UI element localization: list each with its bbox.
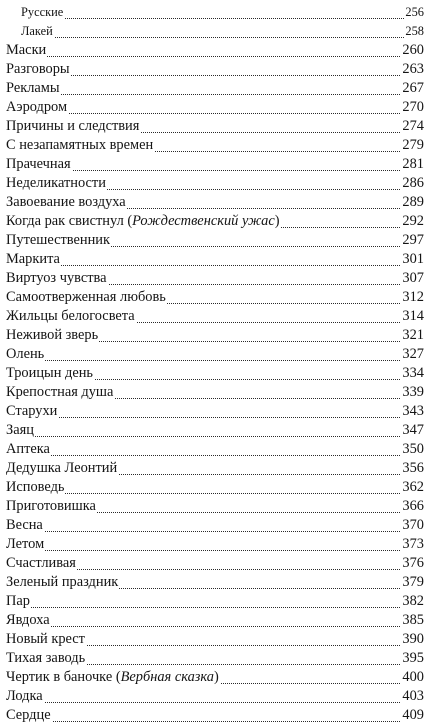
toc-page-number: 301 [402, 251, 424, 267]
toc-entry-title-text: Весна [6, 517, 43, 533]
dot-leader [6, 531, 424, 532]
dot-leader [6, 455, 424, 456]
dot-leader [6, 436, 424, 437]
toc-entry [6, 231, 424, 250]
toc-page-number: 395 [402, 650, 424, 666]
toc-entry-title-text: Путешественник [6, 232, 110, 248]
dot-leader [6, 626, 424, 627]
toc-entry-title [6, 41, 47, 60]
toc-entry-title [6, 402, 58, 421]
toc-entry-title [6, 288, 167, 307]
toc-entry-title [6, 155, 72, 174]
toc-entry-title-text: Тихая заводь [6, 650, 86, 666]
toc-entry [6, 687, 424, 706]
toc-page-number: 362 [402, 479, 424, 495]
toc-entry-title-text: Зеленый праздник [6, 574, 119, 590]
toc-entry-title-text: Завоевание воздуха [6, 194, 126, 210]
toc-entry-title [6, 478, 65, 497]
toc-page-number: 379 [402, 574, 424, 590]
toc-entry-title-text: Причины и следствия [6, 118, 140, 134]
toc-page-number: 385 [402, 612, 424, 628]
toc-entry-title-text: Неделикатности [6, 175, 106, 191]
toc-page-number: 334 [402, 365, 424, 381]
toc-entry-title-text: Рекламы [6, 80, 60, 96]
toc-entry-title [6, 22, 54, 41]
toc-entry-title-text: Прачечная [6, 156, 71, 172]
toc-entry [6, 554, 424, 573]
toc-entry-subtitle: Рождественский ужас [132, 213, 275, 229]
toc-page-number: 289 [402, 194, 424, 210]
toc-entry-title [6, 174, 107, 193]
toc-entry-title-text: Троицын день [6, 365, 93, 381]
toc-entry [6, 440, 424, 459]
toc-entry-title [6, 440, 51, 459]
toc-entry [6, 459, 424, 478]
toc-entry [6, 421, 424, 440]
toc-page-number: 281 [402, 156, 424, 172]
dot-leader [6, 702, 424, 703]
toc-entry [6, 402, 424, 421]
toc-entry [6, 288, 424, 307]
toc-entry-title-text: Сердце [6, 707, 51, 723]
toc-entry-title-text: Летом [6, 536, 45, 552]
toc-page-number: 260 [402, 42, 424, 58]
toc-entry-title [6, 630, 86, 649]
toc-entry [6, 345, 424, 364]
toc-entry-title [6, 193, 127, 212]
toc-entry-title [6, 421, 35, 440]
toc-page-number: 403 [402, 688, 424, 704]
dot-leader [6, 607, 424, 608]
toc-page-number: 376 [402, 555, 424, 571]
toc-entry [6, 212, 424, 231]
toc-entry-title [6, 60, 71, 79]
dot-leader [6, 550, 424, 551]
toc-entry-title-text: С незапамятных времен [6, 137, 154, 153]
toc-entry-title [6, 364, 94, 383]
toc-entry-title-text: Аэродром [6, 99, 68, 115]
table-of-contents [6, 3, 424, 725]
toc-entry [6, 573, 424, 592]
toc-entry-title [6, 231, 111, 250]
toc-entry-title-text: Маркита [6, 251, 60, 267]
toc-entry-title [6, 554, 77, 573]
toc-page-number: 263 [402, 61, 424, 77]
toc-entry-title-text: Русские [21, 5, 64, 19]
toc-entry-subtitle: Вербная сказка [120, 669, 214, 685]
toc-page-number: 370 [402, 517, 424, 533]
dot-leader [6, 417, 424, 418]
toc-entry [6, 60, 424, 79]
toc-entry [6, 269, 424, 288]
toc-entry-title-text: Счастливая [6, 555, 76, 571]
toc-entry-title-text: Лодка [6, 688, 43, 704]
toc-entry-title [6, 136, 154, 155]
toc-entry [6, 250, 424, 269]
toc-entry [6, 22, 424, 41]
toc-page-number: 307 [402, 270, 424, 286]
toc-page-number: 274 [402, 118, 424, 134]
toc-entry-title-text: Когда рак свистнул [6, 213, 124, 229]
toc-entry-title: Чертик в баночке (Вербная сказка) [6, 669, 219, 685]
toc-entry-title-text: Пар [6, 593, 30, 609]
toc-entry-title [6, 649, 86, 668]
toc-entry-title [6, 326, 99, 345]
toc-page-number: 382 [402, 593, 424, 609]
toc-entry [6, 136, 424, 155]
toc-entry-title [6, 307, 136, 326]
toc-page-number: 314 [402, 308, 424, 324]
toc-page-number: 292 [402, 213, 424, 229]
toc-page-number: 321 [402, 327, 424, 343]
toc-entry [6, 535, 424, 554]
toc-page-number: 390 [402, 631, 424, 647]
dot-leader [6, 265, 424, 266]
toc-entry-title: Когда рак свистнул (Рождественский ужас) [6, 213, 280, 229]
toc-entry-title [6, 98, 68, 117]
toc-entry [6, 155, 424, 174]
toc-entry-title-text: Приготовишка [6, 498, 96, 514]
toc-page-number: 343 [402, 403, 424, 419]
dot-leader [6, 721, 424, 722]
toc-entry [6, 174, 424, 193]
toc-entry-title [6, 516, 44, 535]
toc-entry-title [6, 535, 45, 554]
toc-entry [6, 98, 424, 117]
toc-entry [6, 516, 424, 535]
toc-entry-title-text: Аптека [6, 441, 50, 457]
toc-entry-title-text: Старухи [6, 403, 58, 419]
toc-entry-title-text: Лакей [21, 24, 53, 38]
toc-entry [6, 79, 424, 98]
toc-entry [6, 478, 424, 497]
toc-entry-title-text: Заяц [6, 422, 34, 438]
toc-entry [6, 326, 424, 345]
toc-entry [6, 364, 424, 383]
toc-entry-title [6, 250, 61, 269]
toc-entry-title-text: Крепостная душа [6, 384, 114, 400]
toc-entry-title [6, 79, 61, 98]
toc-entry-title [6, 687, 44, 706]
toc-page-number: 270 [402, 99, 424, 115]
toc-entry-title-text: Неживой зверь [6, 327, 99, 343]
toc-entry-title-text: Виртуоз чувства [6, 270, 107, 286]
toc-entry-title-text: Явдоха [6, 612, 50, 628]
toc-entry-title [6, 592, 31, 611]
dot-leader [6, 37, 424, 38]
toc-entry [6, 497, 424, 516]
toc-page-number: 279 [402, 137, 424, 153]
toc-page-number: 297 [402, 232, 424, 248]
dot-leader [6, 113, 424, 114]
toc-entry [6, 668, 424, 687]
toc-entry-title [6, 345, 45, 364]
toc-entry [6, 193, 424, 212]
toc-page-number: 366 [402, 498, 424, 514]
toc-entry-title-text: Маски [6, 42, 47, 58]
toc-entry-title-text: Чертик в баночке [6, 669, 113, 685]
toc-entry [6, 649, 424, 668]
toc-page-number: 327 [402, 346, 424, 362]
toc-entry-title-text: Разговоры [6, 61, 70, 77]
toc-entry [6, 307, 424, 326]
toc-entry-title [6, 706, 52, 725]
toc-page-number: 256 [404, 3, 424, 22]
dot-leader [6, 56, 424, 57]
dot-leader [6, 493, 424, 494]
toc-entry-title [6, 459, 118, 478]
toc-entry-title-text: Новый крест [6, 631, 85, 647]
toc-entry [6, 117, 424, 136]
toc-entry-title [6, 497, 97, 516]
dot-leader [6, 18, 424, 19]
toc-page-number: 286 [402, 175, 424, 191]
toc-page-number: 356 [402, 460, 424, 476]
toc-entry-title-text: Жильцы белогосвета [6, 308, 135, 324]
toc-entry [6, 3, 424, 22]
toc-entry [6, 383, 424, 402]
toc-entry-title-text: Олень [6, 346, 45, 362]
toc-page-number: 258 [404, 22, 424, 41]
toc-entry-title [6, 3, 64, 22]
toc-entry [6, 630, 424, 649]
toc-page-number: 347 [402, 422, 424, 438]
toc-page-number: 312 [402, 289, 424, 305]
toc-page-number: 400 [402, 669, 424, 685]
toc-page-number: 350 [402, 441, 424, 457]
toc-entry [6, 592, 424, 611]
toc-entry-title [6, 383, 114, 402]
toc-entry-title [6, 611, 51, 630]
toc-entry [6, 706, 424, 725]
toc-page-number: 339 [402, 384, 424, 400]
toc-entry-title-text: Исповедь [6, 479, 65, 495]
toc-page-number: 373 [402, 536, 424, 552]
toc-entry-title [6, 573, 119, 592]
toc-entry-title-text: Дедушка Леонтий [6, 460, 118, 476]
toc-entry-title [6, 117, 140, 136]
toc-page-number: 267 [402, 80, 424, 96]
toc-entry [6, 41, 424, 60]
toc-entry-title-text: Самоотверженная любовь [6, 289, 166, 305]
toc-entry [6, 611, 424, 630]
toc-entry-title [6, 269, 108, 288]
dot-leader [6, 360, 424, 361]
toc-page-number: 409 [402, 707, 424, 723]
dot-leader [6, 94, 424, 95]
